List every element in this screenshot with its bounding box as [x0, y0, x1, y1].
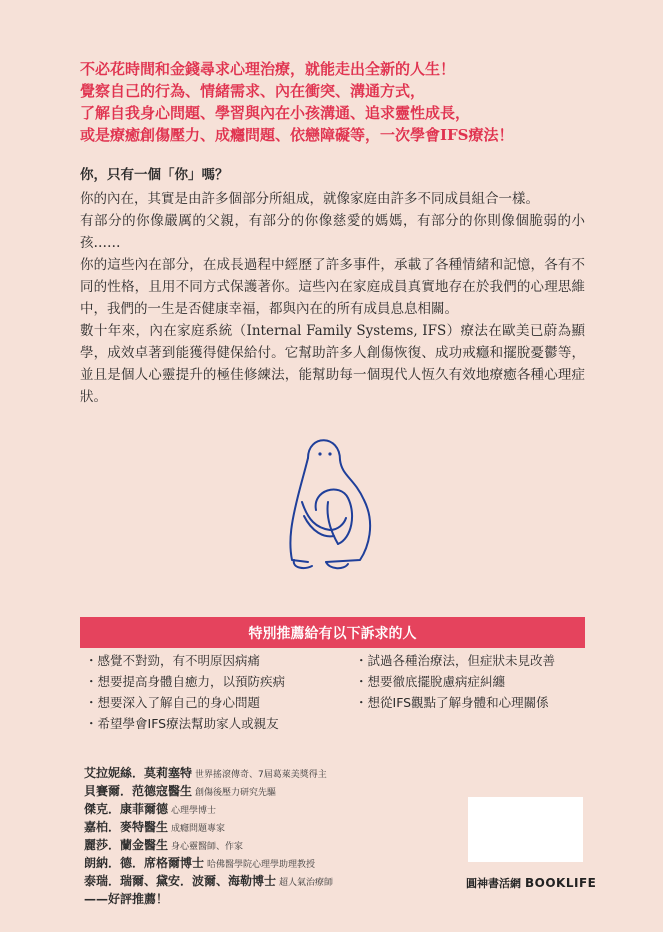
intro-section — [80, 164, 585, 408]
endorsement-row — [84, 781, 404, 799]
headline-line: 或是療癒創傷壓力、成癮問題、依戀障礙等，一次學會IFS療法！ — [80, 126, 514, 144]
endorsement-closing: ——好評推薦！ — [84, 892, 169, 906]
headline-line: 了解自我身心問題、學習與內在小孩溝通、追求靈性成長， — [80, 104, 471, 122]
intro-paragraph: 你的內在，其實是由許多個部分所組成，就像家庭由許多不同成員組合一樣。 — [80, 191, 539, 207]
endorsement-row — [84, 835, 404, 853]
endorser-title: 心理學博士 — [171, 806, 217, 816]
endorsement-list — [84, 763, 404, 907]
endorser-title: 世界搖滾傳奇、7屆葛萊美獎得主 — [195, 770, 327, 780]
endorser-title: 超人氣治療師 — [279, 878, 334, 888]
hugging-figure-illustration — [268, 420, 398, 580]
list-item: ・ 想要徹底擺脫慮病症糾纏 — [355, 671, 555, 692]
endorser-title: 創傷後壓力研究先驅 — [195, 788, 277, 798]
endorsement-row — [84, 799, 404, 817]
list-item: ・ 希望學會IFS療法幫助家人或親友 — [85, 713, 285, 734]
endorsement-closing-row — [84, 889, 404, 907]
endorsement-row — [84, 763, 404, 781]
intro-paragraph: 數十年來，內在家庭系統（Internal Family Systems, IFS）療法在歐美已蔚為顯學，成效卓著到能獲得健保給付。它幫助許多人創傷恢復、成功戒癮和擺脫憂鬱等，並且是個人心靈提升的極佳修練法，能幫助每一個現代人恆久有效地療癒各種心理症狀。 — [80, 323, 585, 405]
recommend-banner: 特別推薦給有以下訴求的人 — [80, 617, 585, 648]
endorser-name: 麗莎．蘭金醫生 — [84, 838, 169, 852]
headline-block — [80, 58, 600, 146]
recommend-list — [85, 650, 590, 760]
list-item: ・ 想從IFS觀點了解身體和心理關係 — [355, 692, 555, 713]
endorser-name: 貝賽爾．范德寇醫生 — [84, 784, 193, 798]
endorser-title: 身心靈醫師、作家 — [171, 842, 244, 852]
endorsement-row — [84, 871, 404, 889]
endorsement-row — [84, 817, 404, 835]
list-item: ・ 感覺不對勁，有不明原因病痛 — [85, 650, 285, 671]
intro-question: 你，只有一個「你」嗎？ — [80, 167, 229, 183]
booklife-logo: BOOKLIFE — [525, 876, 597, 890]
list-item: ・ 想要提高身體自癒力，以預防疾病 — [85, 671, 285, 692]
endorser-title: 成癮問題專家 — [171, 824, 226, 834]
endorser-name: 朗納．德．席格爾博士 — [84, 856, 205, 870]
endorser-name: 傑克．康菲爾德 — [84, 802, 169, 816]
list-item: ・ 想要深入了解自己的身心問題 — [85, 692, 285, 713]
publisher-logo — [466, 875, 597, 891]
publisher-site-name: 圓神書活網 — [466, 877, 521, 890]
endorsement-row — [84, 853, 404, 871]
endorser-name: 泰瑞．瑞爾、黛安．波爾、海勒博士 — [84, 874, 277, 888]
endorser-title: 哈佛醫學院心理學助理教授 — [207, 860, 316, 870]
endorser-name: 艾拉妮絲．莫莉塞特 — [84, 766, 193, 780]
recommend-column-right — [355, 650, 555, 713]
headline-line: 覺察自己的行為、情緒需求、內在衝突、溝通方式， — [80, 82, 426, 100]
intro-paragraph: 你的這些內在部分，在成長過程中經歷了許多事件，承載了各種情緒和記憶，各有不同的性格，且用不同方式保護著你。這些內在家庭成員真實地存在於我們的心理思維中，我們的一生是否健康幸福，都與內在的所有成員息息相關。 — [80, 257, 585, 317]
endorser-name: 嘉柏．麥特醫生 — [84, 820, 169, 834]
headline-line: 不必花時間和金錢尋求心理治療，就能走出全新的人生！ — [80, 60, 456, 78]
recommend-column-left — [85, 650, 285, 734]
intro-paragraph: 有部分的你像嚴厲的父親，有部分的你像慈愛的媽媽，有部分的你則像個脆弱的小孩…… — [80, 213, 585, 251]
barcode-area — [468, 797, 583, 862]
list-item: ・ 試過各種治療法，但症狀未見改善 — [355, 650, 555, 671]
